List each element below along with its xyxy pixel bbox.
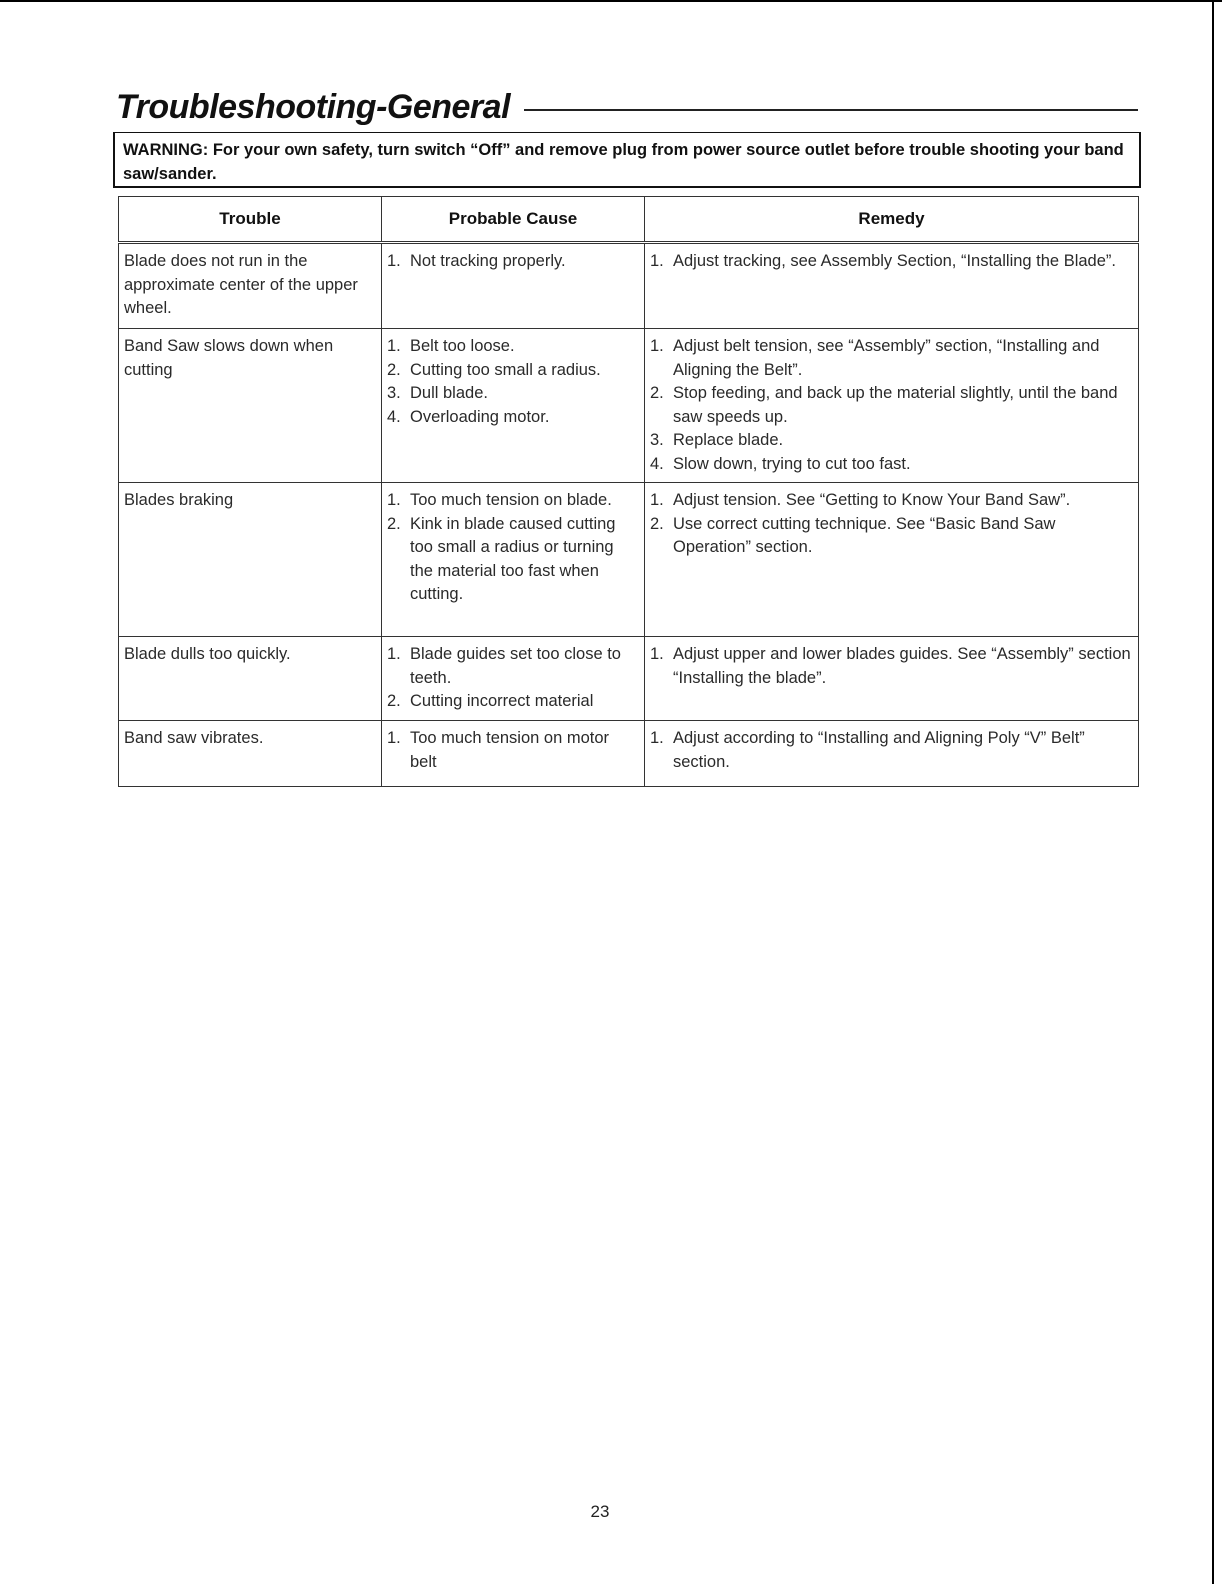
cause-item-text: Cutting incorrect material: [410, 692, 594, 710]
warning-text: WARNING: For your own safety, turn switch “Off” and remove plug from power source outlet before trouble shooting your band saw/sander.: [123, 141, 1124, 183]
remedy-item-text: Adjust upper and lower blades guides. See “Assembly” section “Installing the blade”.: [673, 645, 1131, 687]
remedy-cell: [645, 637, 1139, 721]
remedy-item-text: Adjust tension. See “Getting to Know Your Band Saw”.: [673, 491, 1071, 509]
cause-item: [387, 250, 638, 274]
trouble-cell: Blade does not run in the approximate center of the upper wheel.: [119, 243, 382, 329]
remedy-item-text: Adjust belt tension, see “Assembly” section, “Installing and Aligning the Belt”.: [673, 337, 1100, 379]
remedy-item-number: 1.: [650, 645, 664, 663]
cause-item-text: Cutting too small a radius.: [410, 360, 601, 379]
remedy-item-text: Use correct cutting technique. See “Basic Band Saw Operation” section.: [673, 514, 1056, 556]
cause-item-number: 1.: [387, 491, 401, 509]
remedy-item: [650, 489, 1132, 513]
remedy-item-number: 1.: [650, 729, 664, 747]
remedy-item-text: Replace blade.: [673, 431, 784, 449]
cause-item: [387, 643, 638, 690]
remedy-cell: [645, 243, 1139, 329]
section-heading: [116, 84, 1138, 130]
top-border-line: [0, 0, 1222, 2]
remedy-item: [650, 727, 1132, 774]
header-trouble: Trouble: [119, 197, 382, 243]
cause-item-number: 1.: [387, 729, 401, 747]
cause-cell: [382, 329, 645, 483]
cause-list: [387, 250, 638, 274]
troubleshooting-table: [118, 196, 1139, 787]
remedy-list: [650, 727, 1132, 774]
table-row: [119, 483, 1139, 637]
remedy-item: [650, 250, 1132, 274]
remedy-item-text: Adjust according to “Installing and Aligning Poly “V” Belt” section.: [673, 729, 1085, 771]
remedy-item: [650, 429, 1132, 453]
remedy-item-number: 2.: [650, 384, 664, 402]
remedy-item-number: 2.: [650, 514, 664, 533]
heading-rule: [524, 109, 1138, 111]
cause-cell: [382, 721, 645, 787]
warning-box: [113, 132, 1141, 188]
cause-item-number: 1.: [387, 337, 401, 355]
cause-item-number: 1.: [387, 645, 401, 663]
cause-item: [387, 690, 638, 714]
table-header-row: [119, 197, 1139, 243]
table-row: [119, 329, 1139, 483]
cause-item: [387, 406, 638, 430]
cause-item-text: Too much tension on blade.: [410, 491, 612, 509]
page-number: 23: [590, 1502, 610, 1521]
cause-item: [387, 335, 638, 359]
cause-list: [387, 643, 638, 714]
remedy-item-text: Adjust tracking, see Assembly Section, “Installing the Blade”.: [673, 252, 1116, 270]
cause-item-text: Belt too loose.: [410, 337, 515, 355]
remedy-item-text: Slow down, trying to cut too fast.: [673, 454, 911, 473]
table-row: [119, 721, 1139, 787]
cause-item: [387, 489, 638, 513]
table-row: [119, 637, 1139, 721]
remedy-item: [650, 382, 1132, 429]
table-body: [119, 243, 1139, 787]
cause-cell: [382, 637, 645, 721]
cause-item: [387, 727, 638, 774]
remedy-cell: [645, 721, 1139, 787]
cause-item-number: 2.: [387, 360, 401, 379]
trouble-cell: Band Saw slows down when cutting: [119, 329, 382, 483]
cause-item-text: Too much tension on motor belt: [410, 729, 610, 771]
cause-item-text: Blade guides set too close to teeth.: [410, 645, 621, 687]
remedy-item-number: 3.: [650, 431, 664, 449]
remedy-list: [650, 489, 1132, 560]
remedy-cell: [645, 329, 1139, 483]
cause-item-number: 3.: [387, 384, 401, 402]
table-row: [119, 243, 1139, 329]
cause-item-text: Kink in blade caused cutting too small a radius or turning the material too fast when cutting.: [410, 514, 616, 603]
header-remedy: Remedy: [645, 197, 1139, 243]
cause-item-number: 4.: [387, 407, 401, 426]
remedy-item-number: 1.: [650, 491, 664, 509]
remedy-item-number: 4.: [650, 454, 664, 473]
cause-item-text: Overloading motor.: [410, 407, 550, 426]
remedy-item: [650, 513, 1132, 560]
trouble-cell: Blades braking: [119, 483, 382, 637]
cause-list: [387, 727, 638, 774]
trouble-cell: Blade dulls too quickly.: [119, 637, 382, 721]
cause-item: [387, 359, 638, 383]
remedy-item: [650, 453, 1132, 477]
remedy-item-text: Stop feeding, and back up the material slightly, until the band saw speeds up.: [673, 384, 1118, 426]
remedy-list: [650, 643, 1132, 690]
cause-item-number: 1.: [387, 252, 401, 270]
page-title: Troubleshooting-General: [116, 87, 511, 126]
cause-item-number: 2.: [387, 692, 401, 710]
remedy-item-number: 1.: [650, 252, 664, 270]
cause-cell: [382, 243, 645, 329]
cause-item-text: Not tracking properly.: [410, 252, 566, 270]
cause-item-number: 2.: [387, 514, 401, 533]
remedy-cell: [645, 483, 1139, 637]
cause-cell: [382, 483, 645, 637]
remedy-item: [650, 643, 1132, 690]
remedy-item: [650, 335, 1132, 382]
remedy-list: [650, 335, 1132, 476]
cause-item-text: Dull blade.: [410, 384, 488, 402]
header-probable-cause: Probable Cause: [382, 197, 645, 243]
trouble-cell: Band saw vibrates.: [119, 721, 382, 787]
right-border-line: [1212, 0, 1214, 1584]
cause-item: [387, 382, 638, 406]
remedy-list: [650, 250, 1132, 274]
remedy-item-number: 1.: [650, 337, 664, 355]
cause-list: [387, 335, 638, 429]
cause-item: [387, 513, 638, 607]
cause-list: [387, 489, 638, 607]
